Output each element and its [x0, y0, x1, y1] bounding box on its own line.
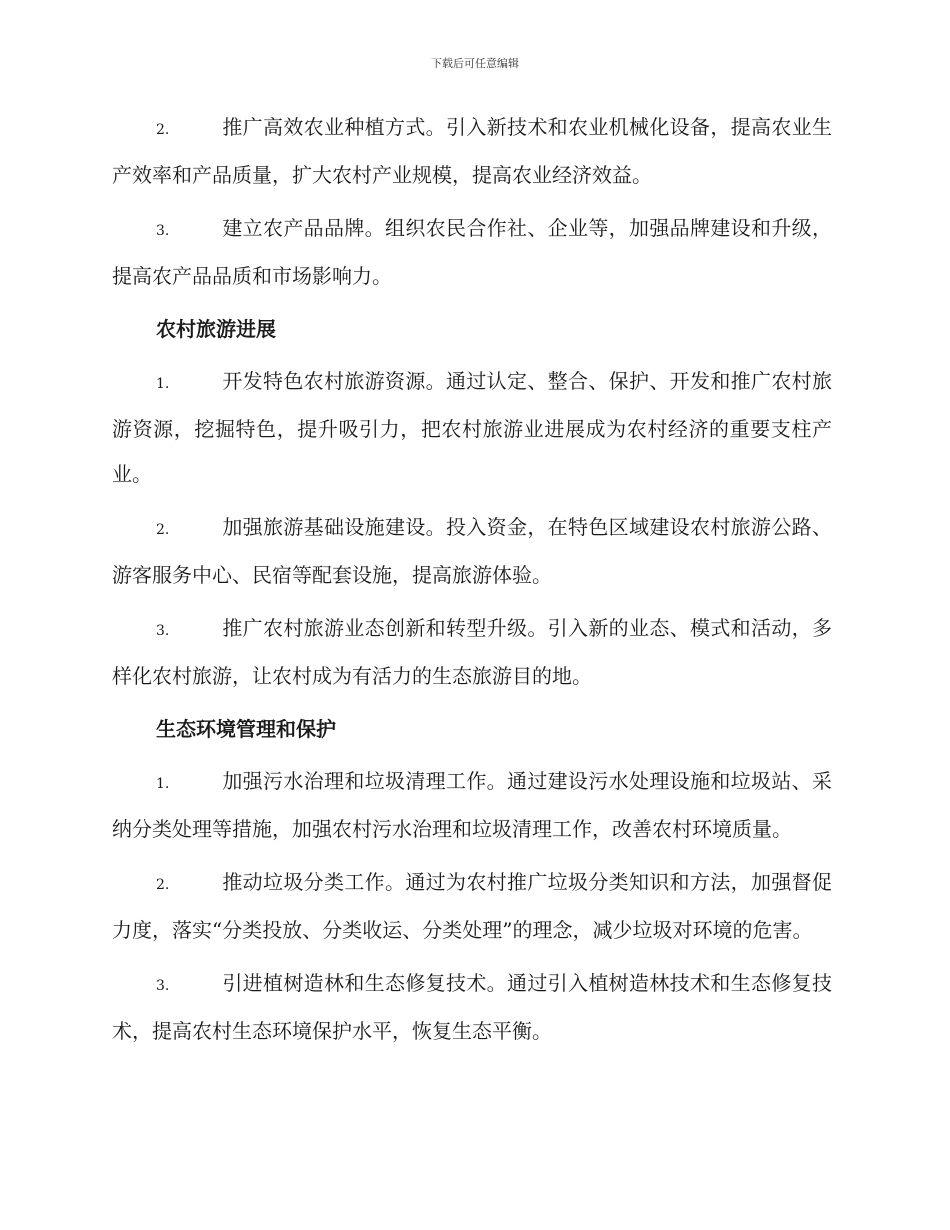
list-item: [112, 359, 832, 497]
item-number: 1.: [156, 376, 170, 392]
item-number: 3.: [156, 223, 170, 239]
item-text: 加强污水治理和垃圾清理工作。通过建设污水处理设施和垃圾站、采纳分类处理等措施，加强农村污水治理和垃圾清理工作，改善农村环境质量。: [112, 769, 832, 841]
item-number: 2.: [156, 877, 170, 893]
item-number: 2.: [156, 522, 170, 538]
section-heading: 生态环境管理和保护: [156, 717, 336, 741]
item-text: 引进植树造林和生态修复技术。通过引入植树造林技术和生态修复技术，提高农村生态环境保护水平，恢复生态平衡。: [112, 971, 832, 1043]
item-number: 3.: [156, 623, 170, 639]
item-text: 推动垃圾分类工作。通过为农村推广垃圾分类知识和方法，加强督促力度，落实“分类投放、分类收运、分类处理”的理念，减少垃圾对环境的危害。: [112, 870, 832, 942]
list-item: [112, 860, 832, 953]
section-heading: 农村旅游进展: [156, 317, 276, 341]
item-text: 建立农产品品牌。组织农民合作社、企业等，加强品牌建设和升级，提高农产品品质和市场影响力。: [112, 216, 832, 288]
item-text: 推广农村旅游业态创新和转型升级。引入新的业态、模式和活动，多样化农村旅游，让农村成为有活力的生态旅游目的地。: [112, 616, 832, 688]
list-item: [112, 759, 832, 852]
list-item: [112, 105, 832, 198]
list-item: [112, 505, 832, 598]
item-text: 开发特色农村旅游资源。通过认定、整合、保护、开发和推广农村旅游资源，挖掘特色，提升吸引力，把农村旅游业进展成为农村经济的重要支柱产业。: [112, 369, 832, 486]
item-number: 3.: [156, 978, 170, 994]
list-item: [112, 961, 832, 1054]
document-body: [112, 105, 832, 1062]
item-text: 加强旅游基础设施建设。投入资金，在特色区域建设农村旅游公路、游客服务中心、民宿等配套设施，提高旅游体验。: [112, 515, 832, 587]
item-number: 1.: [156, 776, 170, 792]
item-text: 推广高效农业种植方式。引入新技术和农业机械化设备，提高农业生产效率和产品质量，扩大农村产业规模，提高农业经济效益。: [112, 115, 832, 187]
list-item: [112, 206, 832, 299]
item-number: 2.: [156, 122, 170, 138]
page-header: 下载后可任意编辑: [431, 57, 519, 70]
list-item: [112, 606, 832, 699]
